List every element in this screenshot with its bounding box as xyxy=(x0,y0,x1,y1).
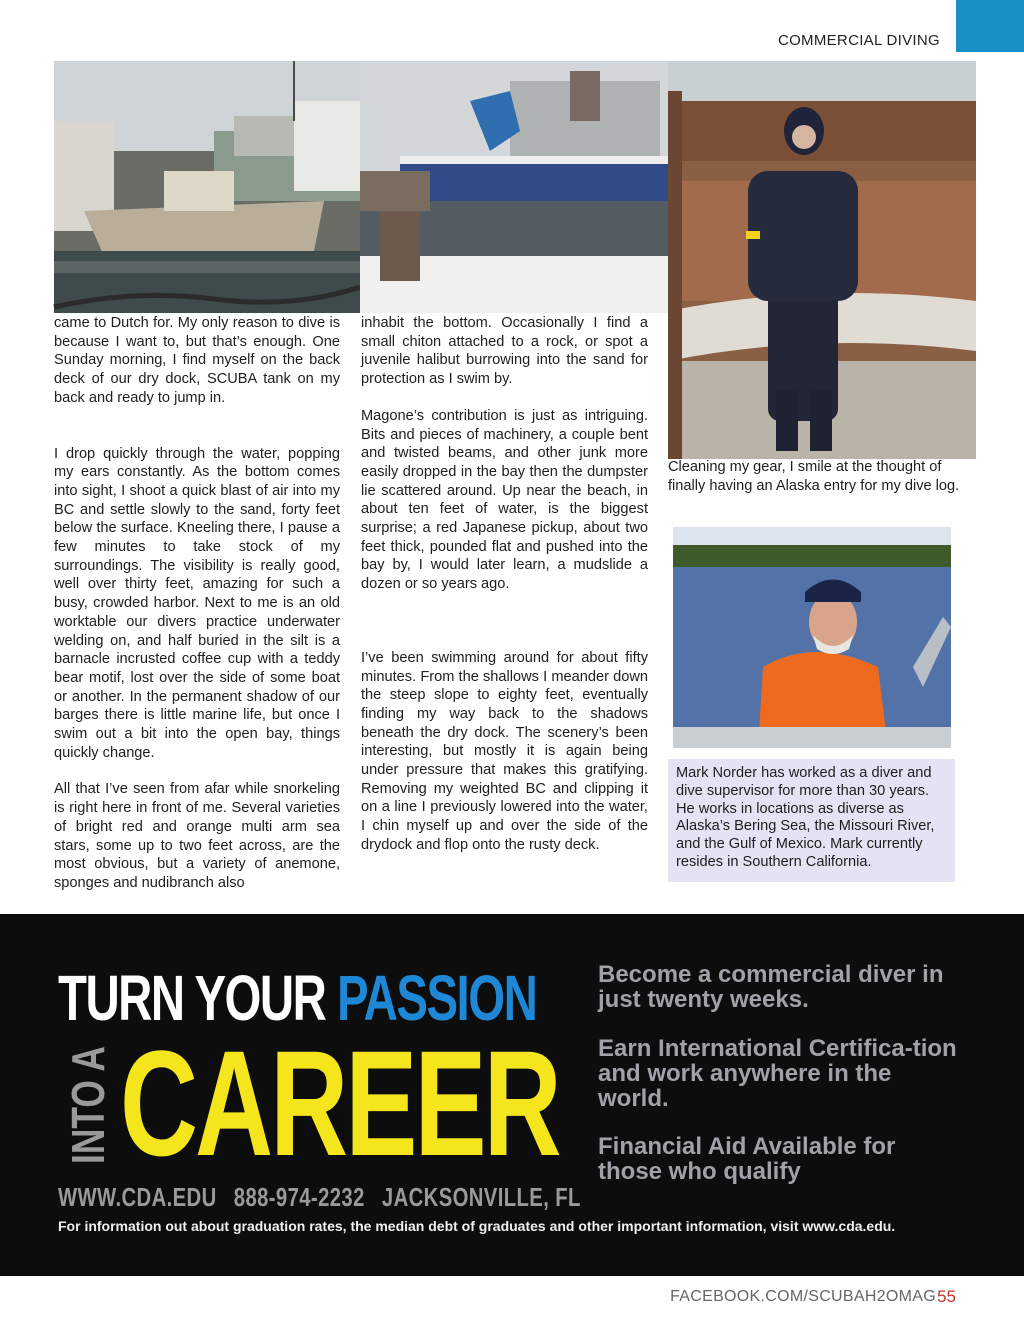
diver-photo-caption: Cleaning my gear, I smile at the thought of finally having an Alaska entry for my dive log. xyxy=(668,459,960,494)
footer-website[interactable]: FACEBOOK.COM/SCUBAH2OMAG xyxy=(670,1288,936,1305)
paragraph: came to Dutch for. My only reason to dive is because I want to, but that’s enough. One Sunday morning, I find myself on the back deck of our dry dock, SCUBA tank on my back and ready to jump in. xyxy=(54,315,340,406)
paragraph: inhabit the bottom. Occasionally I find a small chiton attached to a rock, or spot a juvenile halibut burrowing into the sand for protection as I swim by. xyxy=(361,315,648,388)
paragraph: I’ve been swimming around for about fifty minutes. From the shallows I meander down the steep slope to eighty feet, eventually finding my way back to the shadows beneath the dry dock. The scenery’s been interesting, but mostly it is again being under pressure that makes this gratifying. Removing my weighted BC and clipping it on a line I previously lowered into the water, I chin myself up and over the side of the drydock and flop onto the rusty deck. xyxy=(361,649,648,853)
section-color-tab xyxy=(956,0,1024,52)
page-number: 55 xyxy=(937,1287,956,1306)
cda-advertisement xyxy=(0,914,1024,1276)
harbor-dry-dock-photo xyxy=(54,61,360,313)
diver-portrait-photo xyxy=(673,527,951,748)
column-2 xyxy=(361,314,648,873)
column-1 xyxy=(54,314,340,911)
ad-into-a-text xyxy=(62,1010,114,1166)
ad-contact-line xyxy=(58,1182,598,1213)
ad-location: JACKSONVILLE, FL xyxy=(381,1182,581,1212)
author-bio-text: Mark Norder has worked as a diver and dive supervisor for more than 30 years. He works in locations as diverse as Alaska’s Bering Sea, the Missouri River, and the Gulf of Mexico. Mark currently resides in Southern California. xyxy=(676,765,935,870)
ad-headline-white: TURN YOUR xyxy=(58,962,338,1034)
ad-benefit-2: Earn International Certifica-tion and work anywhere in the world. xyxy=(598,1035,957,1112)
ad-phone: 888-974-2232 xyxy=(233,1182,365,1212)
svg-text:INTO A: INTO A xyxy=(62,1010,114,1164)
author-bio-box xyxy=(668,759,955,882)
diver-in-drysuit-photo xyxy=(668,61,976,459)
ad-benefit-3: Financial Aid Available for those who qualify xyxy=(598,1133,896,1185)
ad-career-word: CAREER xyxy=(120,1019,559,1187)
ad-benefit-1: Become a commercial diver in just twenty weeks. xyxy=(598,961,944,1013)
ad-website[interactable]: WWW.CDA.EDU xyxy=(58,1182,217,1212)
ad-fine-print: For information out about graduation rates, the median debt of graduates and other important information, visit www.cda.edu. xyxy=(58,1218,896,1234)
paragraph: Magone’s contribution is just as intriguing. Bits and pieces of machinery, a couple bent and twisted beams, and other junk more easily dropped in the bay then the dumpster lie scattered around. Up near the beach, in about ten feet of water, is the biggest surprise; a red Japanese pickup, about two feet thick, pounded flat and pushed into the bay by, I would later learn, a mudslide a dozen or so years ago. xyxy=(361,407,648,593)
paragraph: All that I’ve seen from afar while snorkeling is right here in front of me. Several varieties of bright red and orange multi arm sea stars, some up to two feet across, are the most obvious, but a variety of anemone, sponges and nudibranch also xyxy=(54,781,340,891)
snowy-barge-photo xyxy=(360,61,668,313)
ad-headline-blue: PASSION xyxy=(337,962,537,1034)
section-label: COMMERCIAL DIVING xyxy=(777,32,940,49)
paragraph: I drop quickly through the water, popping my ears constantly. As the bottom comes into sight, I shoot a quick blast of air into my BC and settle slowly to the sand, forty feet below the surface. Kneeling there, I pause a few minutes to take stock of my surroundings. The visibility is really good, well over thirty feet, amazing for such a busy, crowded harbor. Next to me is an old worktable our divers practice underwater welding on, and half buried in the silt is a barnacle incrusted coffee cup with a teddy bear motif, lost over the side of some boat or another. In the permanent shadow of our barges there is little marine life, but once I swim out a bit into the open bay, things quickly change. xyxy=(54,445,340,761)
